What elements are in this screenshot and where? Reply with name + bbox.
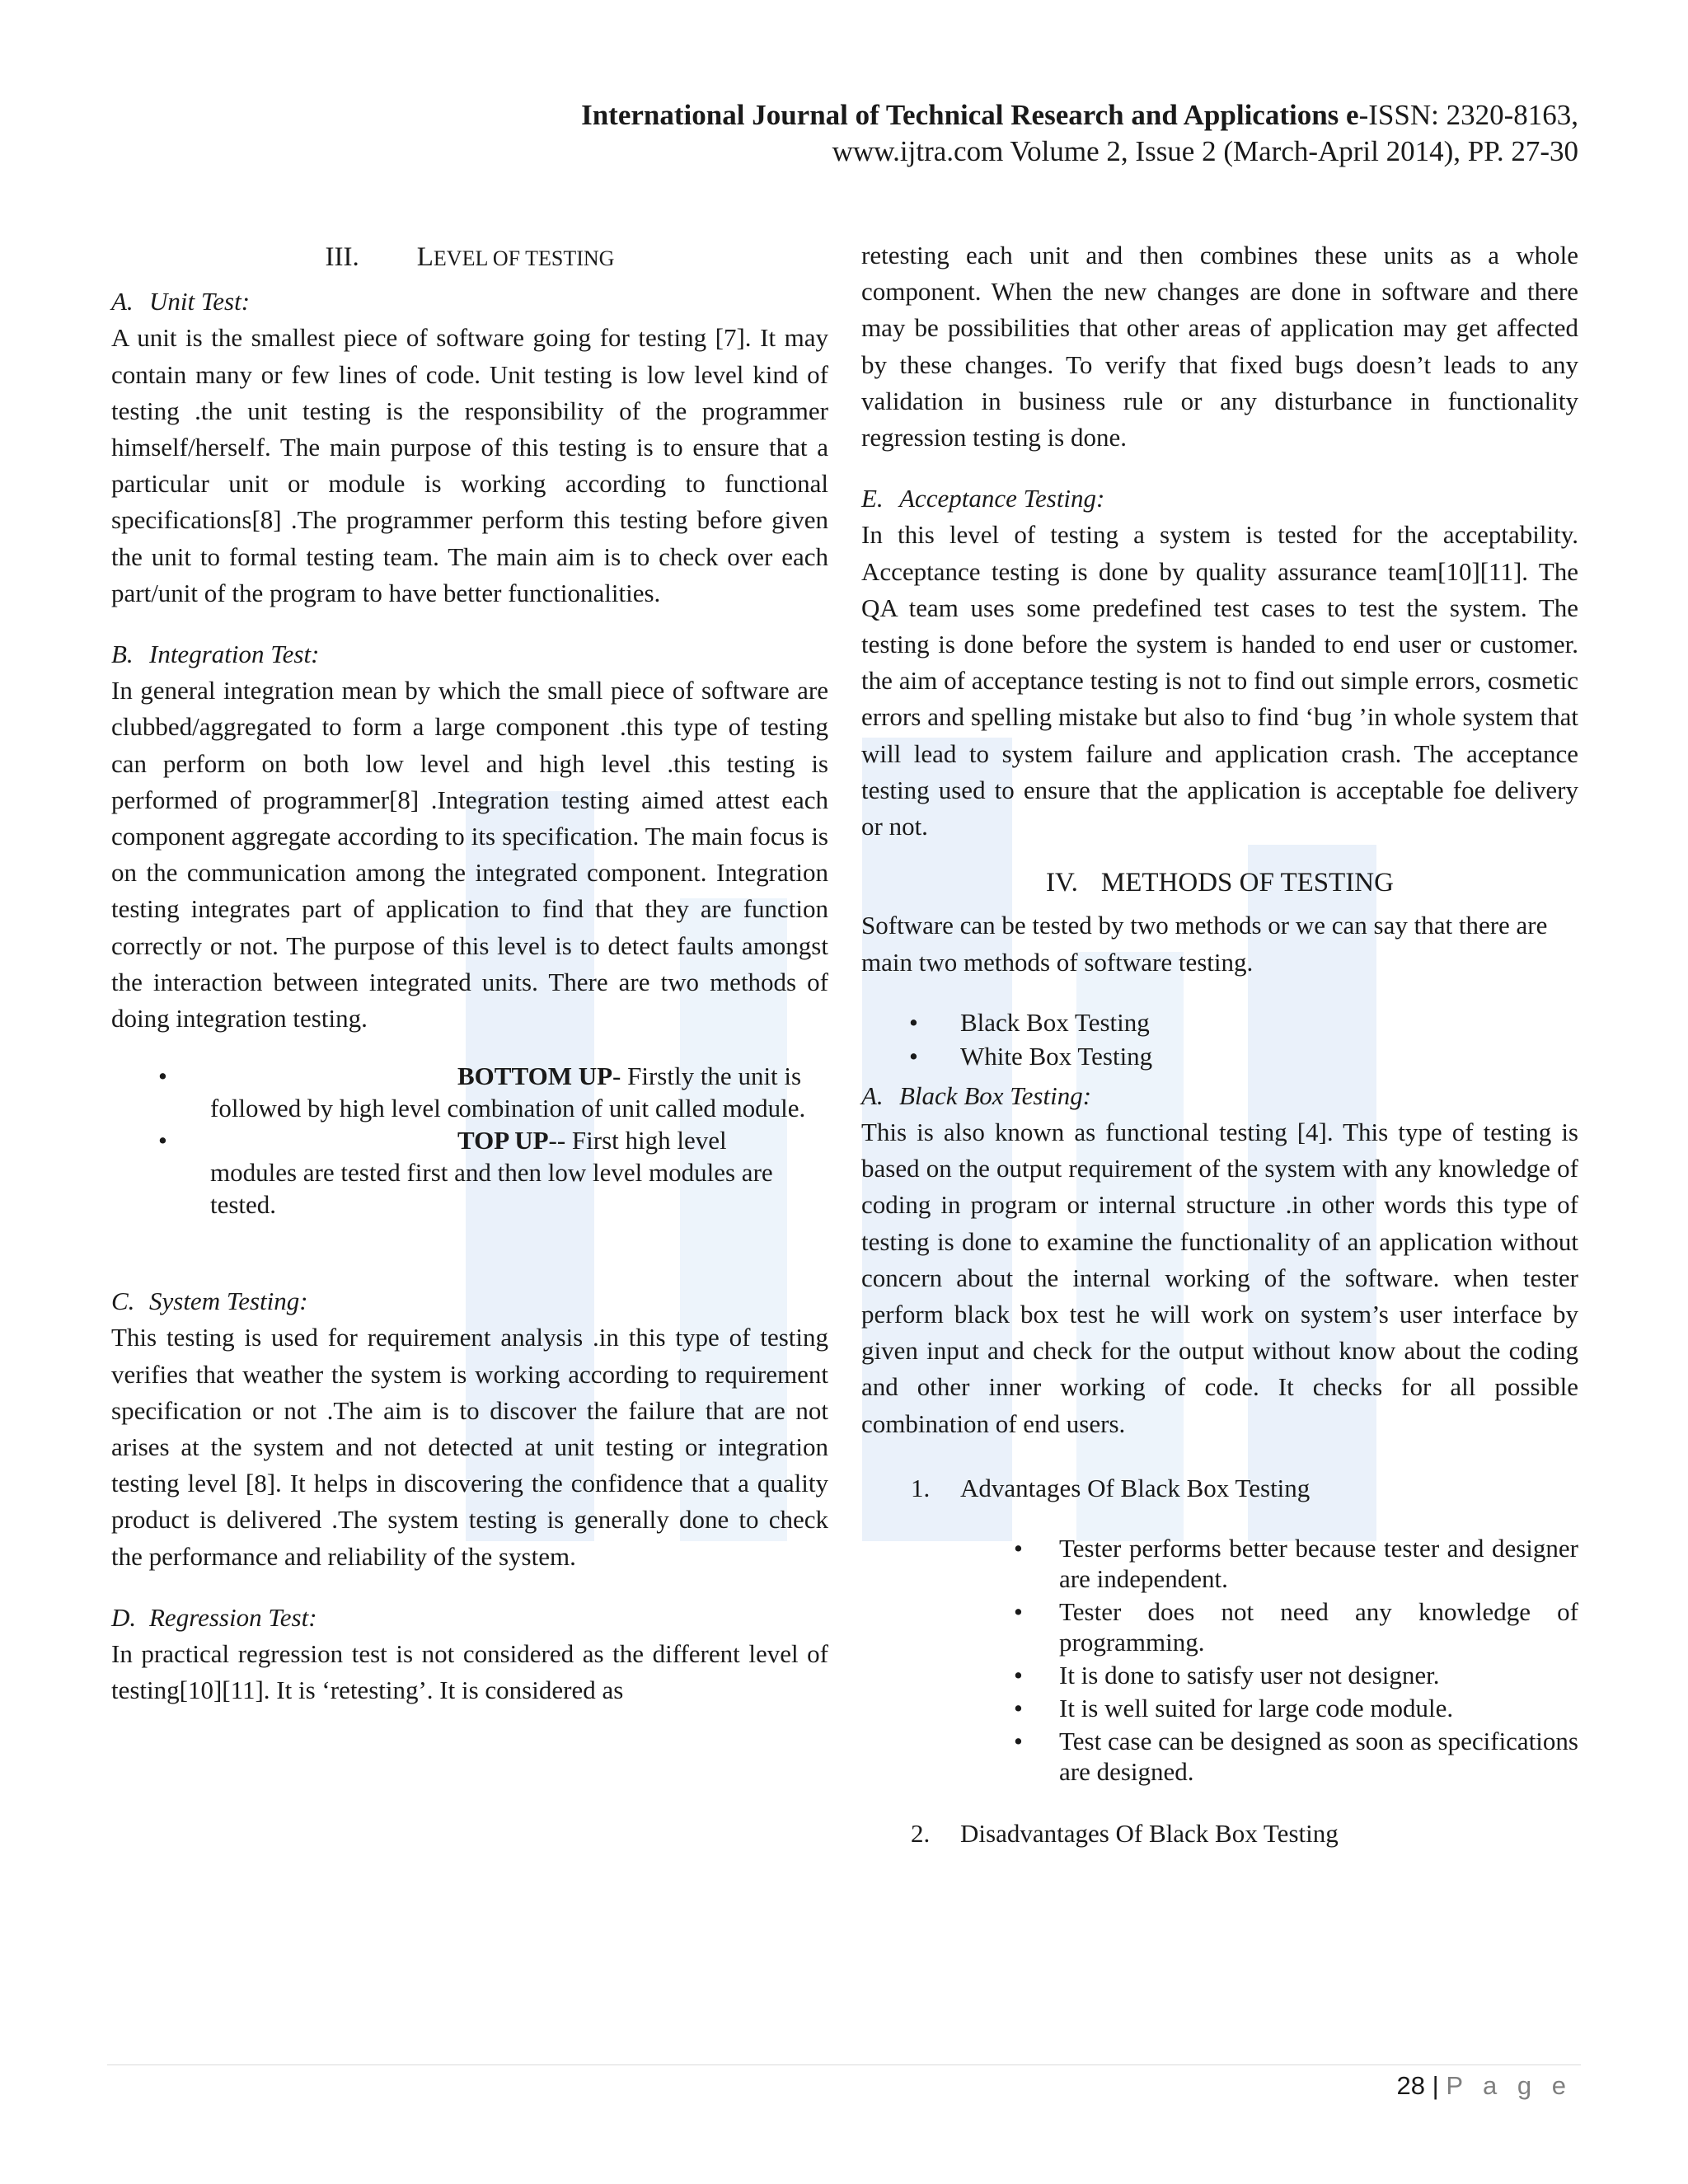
- top-up-rest: modules are tested first and then low level modules are tested.: [210, 1158, 773, 1220]
- list-item: [861, 1596, 1578, 1657]
- list-item: [861, 1005, 1578, 1039]
- advantage-text: Tester performs better because tester and designer are independent.: [1059, 1534, 1578, 1594]
- regression-label: D.: [111, 1602, 137, 1632]
- advantages-title: Advantages Of Black Box Testing: [960, 1473, 1311, 1502]
- regression-test-paragraph-part1: In practical regression test is not considered as the different level of testing[10][11]. It is ‘retesting’. It is considered as: [111, 1639, 828, 1705]
- section-3-number: III.: [325, 242, 359, 272]
- bottom-up-first: - Firstly the unit is: [612, 1062, 802, 1091]
- list-item: [861, 1693, 1578, 1723]
- system-title: System Testing:: [149, 1286, 308, 1316]
- bullet-icon: •: [909, 1041, 918, 1071]
- page-word: P a g e: [1446, 2071, 1573, 2100]
- acceptance-label: E.: [861, 484, 884, 513]
- list-item: [861, 1039, 1578, 1073]
- left-column: [111, 232, 828, 1709]
- list-item: [111, 1060, 828, 1124]
- method-black-box: Black Box Testing: [960, 1007, 1150, 1037]
- method-white-box: White Box Testing: [960, 1041, 1153, 1071]
- system-label: C.: [111, 1286, 135, 1316]
- bullet-icon: •: [158, 1062, 167, 1091]
- section-4-heading: [861, 865, 1578, 901]
- unit-test-title: Unit Test:: [149, 287, 251, 316]
- section-4-title: METHODS OF TESTING: [1100, 868, 1394, 898]
- black-box-paragraph: This is also known as functional testing [4]. This type of testing is based on the output requirement of the system with any knowledge of coding in program or internal structure .in other words this type of testing is done to examine the functionality of an application without concern about the internal working of the software. when tester perform black box test he will work on system’s user interface by given input and check for the output without know about the coding and other inner working of code. It checks for all possible combination of end users.: [861, 1118, 1578, 1438]
- advantage-text: Tester does not need any knowledge of programming.: [1059, 1597, 1578, 1657]
- right-column: [861, 237, 1578, 1860]
- bullet-icon: •: [1014, 1597, 1023, 1627]
- unit-test-heading: [111, 284, 828, 320]
- unit-test-paragraph: A unit is the smallest piece of software going for testing [7]. It may contain many or few lines of code. Unit testing is low level kind of testing .the unit testing is the responsibility of the programmer himself/herself. The main purpose of this testing is to ensure that a particular unit or module is working according to functional specifications[8] .The programmer perform this testing before given the unit to formal testing team. The main aim is to check over each part/unit of the program to have better functionalities.: [111, 323, 828, 607]
- black-box-heading: [861, 1078, 1578, 1114]
- acceptance-testing-paragraph: In this level of testing a system is tested for the acceptability. Acceptance testing is done by quality assurance team[10][11]. The QA team uses some predefined test cases to test the system. The testing is done before the system is handed to end user or customer. the aim of acceptance testing is not to find out simple errors, cosmetic errors and spelling mistake but also to find ‘bug ’in whole system that will lead to system failure and application crash. The acceptance testing used to ensure that the application is acceptable foe delivery or not.: [861, 520, 1578, 841]
- top-up-bold: TOP UP: [457, 1126, 549, 1155]
- list-item: [861, 1660, 1578, 1690]
- system-testing-paragraph: This testing is used for requirement analysis .in this type of testing verifies that weather the system is working according to requirement specification or not .The aim is to discover the failure that are not arises at the system and not detected at unit testing or integration testing level [8]. It helps in discovering the confidence that a quality product is delivered .The system testing is generally done to check the performance and reliability of the system.: [111, 1323, 828, 1571]
- section-3-title-rest: EVEL OF TESTING: [433, 246, 615, 270]
- advantage-text: It is done to satisfy user not designer.: [1059, 1661, 1440, 1690]
- bullet-icon: •: [158, 1126, 167, 1155]
- advantage-text: It is well suited for large code module.: [1059, 1694, 1454, 1723]
- bullet-icon: •: [909, 1007, 918, 1037]
- advantage-text: Test case can be designed as soon as specifications are designed.: [1059, 1727, 1578, 1787]
- bullet-icon: •: [1014, 1661, 1023, 1690]
- list-item: [861, 1533, 1578, 1594]
- system-testing-heading: [111, 1283, 828, 1319]
- section-3-title-first: L: [416, 242, 434, 272]
- section-3-heading: [111, 239, 828, 277]
- bottom-up-bold: BOTTOM UP: [457, 1062, 613, 1091]
- integration-title: Integration Test:: [149, 640, 320, 669]
- integration-test-heading: [111, 636, 828, 673]
- advantages-number: 1.: [911, 1473, 931, 1502]
- methods-intro-paragraph: Software can be tested by two methods or we can say that there are main two methods of software testing.: [861, 911, 1548, 977]
- disadvantages-number: 2.: [911, 1819, 931, 1849]
- journal-header: [581, 97, 1578, 170]
- issn-e: e: [1346, 99, 1359, 131]
- black-box-label: A.: [861, 1080, 884, 1110]
- bottom-up-rest: followed by high level combination of unit called module.: [210, 1094, 806, 1123]
- section-4-number: IV.: [1046, 868, 1078, 898]
- regression-test-paragraph-part2: retesting each unit and then combines these units as a whole component. When the new changes are done in software and there may be possibilities that other areas of application may get affected by these changes. To verify that fixed bugs doesn’t leads to any validation in business rule or any disturbance in functionality regression testing is done.: [861, 241, 1578, 452]
- integration-test-paragraph: In general integration mean by which the small piece of software are clubbed/aggregated to form a large component .this type of testing can perform on both low level and high level .this testing is performed of programmer[8] .Integration testing aimed attest each component aggregate according to its specification. The main focus is on the communication among the integrated component. Integration testing integrates part of application to find that they are function correctly or not. The purpose of this level is to detect faults amongst the interaction between integrated units. There are two methods of doing integration testing.: [111, 676, 828, 1033]
- unit-test-label: A.: [111, 287, 134, 316]
- acceptance-title: Acceptance Testing:: [899, 484, 1105, 513]
- acceptance-testing-heading: [861, 480, 1578, 517]
- regression-title: Regression Test:: [149, 1602, 317, 1632]
- journal-volume-line: www.ijtra.com Volume 2, Issue 2 (March-April 2014), PP. 27-30: [832, 135, 1578, 167]
- bullet-icon: •: [1014, 1727, 1023, 1756]
- disadvantages-title: Disadvantages Of Black Box Testing: [960, 1819, 1339, 1849]
- page-number: 28: [1396, 2071, 1425, 2100]
- issn: -ISSN: 2320-8163,: [1358, 99, 1578, 131]
- advantages-heading: [861, 1470, 1578, 1507]
- journal-title: International Journal of Technical Research and Applications: [581, 99, 1339, 131]
- page-footer: [1397, 2071, 1573, 2101]
- integration-label: B.: [111, 640, 134, 669]
- footer-divider: [107, 2064, 1581, 2065]
- bullet-icon: •: [1014, 1694, 1023, 1723]
- list-item: [111, 1124, 828, 1221]
- top-up-first: -- First high level: [548, 1126, 727, 1155]
- integration-methods-list: [111, 1060, 828, 1221]
- disadvantages-heading: [861, 1816, 1578, 1852]
- bullet-icon: •: [1014, 1534, 1023, 1563]
- black-box-title: Black Box Testing:: [899, 1080, 1092, 1110]
- footer-separator: |: [1432, 2071, 1439, 2100]
- regression-test-heading: [111, 1600, 828, 1636]
- list-item: [861, 1726, 1578, 1787]
